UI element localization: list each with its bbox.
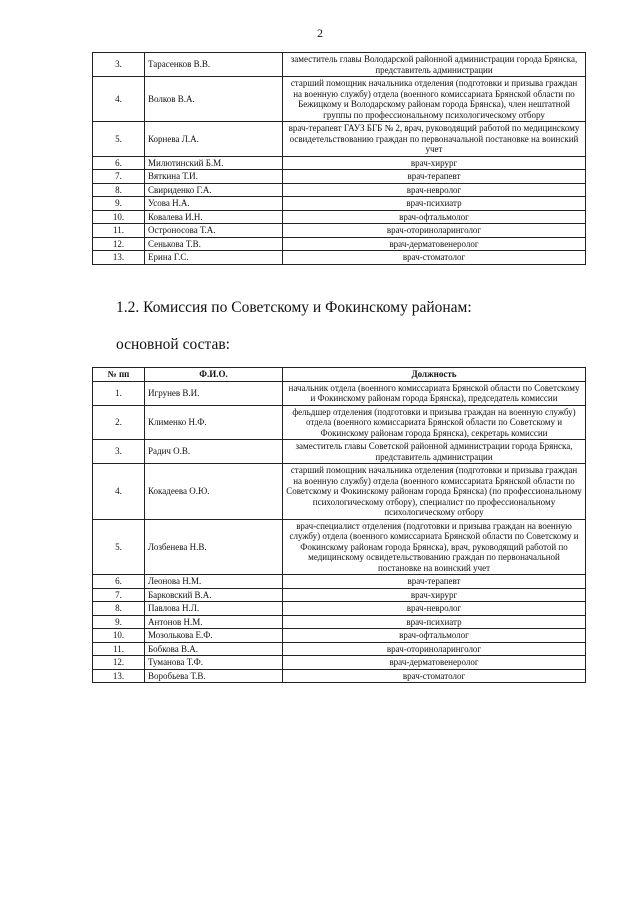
person-name: Туманова Т.Ф. (145, 656, 283, 670)
row-number: 3. (93, 53, 145, 77)
table-row (93, 183, 586, 197)
row-number: 4. (93, 464, 145, 520)
person-name: Тарасенков В.В. (145, 53, 283, 77)
person-name: Корнева Л.А. (145, 122, 283, 157)
row-number: 13. (93, 251, 145, 265)
row-number: 12. (93, 656, 145, 670)
person-name: Ерина Г.С. (145, 251, 283, 265)
table-row (93, 464, 586, 520)
person-name: Сенькова Т.В. (145, 237, 283, 251)
row-number: 10. (93, 210, 145, 224)
table-row (93, 588, 586, 602)
person-name: Мозолькова Е.Ф. (145, 629, 283, 643)
table-row (93, 53, 586, 77)
table-body (93, 53, 586, 265)
table-row (93, 381, 586, 405)
person-position: врач-стоматолог (283, 251, 586, 265)
person-name: Леонова Н.М. (145, 575, 283, 589)
person-name: Остроносова Т.А. (145, 224, 283, 238)
table-row (93, 629, 586, 643)
row-number: 1. (93, 381, 145, 405)
commission-table-2 (92, 367, 586, 683)
person-name: Свириденко Г.А. (145, 183, 283, 197)
row-number: 8. (93, 183, 145, 197)
person-position: врач-хирург (283, 156, 586, 170)
person-position: врач-оториноларинголог (283, 642, 586, 656)
table-row (93, 615, 586, 629)
table-row (93, 519, 586, 575)
person-position: врач-терапевт (283, 575, 586, 589)
person-name: Лозбенева Н.В. (145, 519, 283, 575)
person-position: врач-хирург (283, 588, 586, 602)
person-position: врач-дерматовенеролог (283, 656, 586, 670)
table-row (93, 224, 586, 238)
table-row (93, 210, 586, 224)
table-row (93, 237, 586, 251)
person-position: фельдшер отделения (подготовки и призыва граждан на военную службу) отдела (военного комиссариата Брянской области по Советскому и Фокинскому районам города Брянска), секретарь комиссии (283, 405, 586, 440)
table-body (93, 381, 586, 683)
table-row (93, 440, 586, 464)
person-position: старший помощник начальника отделения (подготовки и призыва граждан на военную службу) отдела (военного комиссариата Брянской области по Бежицкому и Володарскому районам города Брянска), член нештатной группы по профессиональному психологическому отбору (283, 77, 586, 122)
row-number: 4. (93, 77, 145, 122)
person-position: врач-оториноларинголог (283, 224, 586, 238)
person-position: врач-офтальмолог (283, 210, 586, 224)
table-row (93, 575, 586, 589)
page-number: 2 (317, 26, 323, 40)
section-heading: 1.2. Комиссия по Советскому и Фокинскому районам: (116, 299, 472, 316)
row-number: 2. (93, 405, 145, 440)
header-num: № пп (93, 368, 145, 382)
person-position: врач-терапевт (283, 170, 586, 184)
person-name: Кокадеева О.Ю. (145, 464, 283, 520)
table-header-row (93, 368, 586, 382)
table-row (93, 405, 586, 440)
row-number: 3. (93, 440, 145, 464)
row-number: 13. (93, 669, 145, 683)
row-number: 9. (93, 615, 145, 629)
table-row (93, 77, 586, 122)
person-position: врач-дерматовенеролог (283, 237, 586, 251)
person-name: Воробьева Т.В. (145, 669, 283, 683)
person-position: начальник отдела (военного комиссариата Брянской области по Советскому и Фокинскому районам города Брянска), председатель комиссии (283, 381, 586, 405)
table-row (93, 197, 586, 211)
row-number: 5. (93, 122, 145, 157)
person-position: врач-стоматолог (283, 669, 586, 683)
person-name: Барковский В.А. (145, 588, 283, 602)
person-name: Милютинский Б.М. (145, 156, 283, 170)
row-number: 10. (93, 629, 145, 643)
person-position: старший помощник начальника отделения (подготовки и призыва граждан на военную службу) отдела (военного комиссариата Брянской области по Советскому и Фокинскому районам города Брянска) (по профессиональному психологическому отбору), специалист по профессиональному психологическому отбору (283, 464, 586, 520)
header-name: Ф.И.О. (145, 368, 283, 382)
person-name: Волков В.А. (145, 77, 283, 122)
person-position: врач-невролог (283, 183, 586, 197)
row-number: 5. (93, 519, 145, 575)
person-name: Бобкова В.А. (145, 642, 283, 656)
person-position: врач-терапевт ГАУЗ БГБ № 2, врач, руководящий работой по медицинскому освидетельствованию граждан по первоначальной постановке на воинский учет (283, 122, 586, 157)
person-position: врач-невролог (283, 602, 586, 616)
person-name: Усова Н.А. (145, 197, 283, 211)
person-position: врач-офтальмолог (283, 629, 586, 643)
table-row (93, 170, 586, 184)
row-number: 11. (93, 224, 145, 238)
person-position: врач-психиатр (283, 615, 586, 629)
row-number: 12. (93, 237, 145, 251)
commission-table-1 (92, 52, 586, 265)
person-name: Вяткина Т.И. (145, 170, 283, 184)
table-row (93, 602, 586, 616)
row-number: 6. (93, 575, 145, 589)
person-position: заместитель главы Советской районной администрации города Брянска, представитель администрации (283, 440, 586, 464)
person-name: Ковалева И.Н. (145, 210, 283, 224)
row-number: 11. (93, 642, 145, 656)
table-row (93, 642, 586, 656)
table-row (93, 669, 586, 683)
person-position: заместитель главы Володарской районной администрации города Брянска, представитель администрации (283, 53, 586, 77)
row-number: 8. (93, 602, 145, 616)
person-name: Радич О.В. (145, 440, 283, 464)
section-subheading: основной состав: (116, 336, 230, 353)
row-number: 6. (93, 156, 145, 170)
header-position: Должность (283, 368, 586, 382)
person-name: Клименко Н.Ф. (145, 405, 283, 440)
person-name: Игрунев В.И. (145, 381, 283, 405)
row-number: 7. (93, 588, 145, 602)
table-row (93, 156, 586, 170)
person-position: врач-специалист отделения (подготовки и призыва граждан на военную службу) отдела (военного комиссариата Брянской области по Советскому и Фокинскому районам города Брянска), врач, руководящий работой по медицинскому освидетельствованию граждан по первоначальной постановке на воинский учет (283, 519, 586, 575)
table-row (93, 251, 586, 265)
table-row (93, 122, 586, 157)
person-position: врач-психиатр (283, 197, 586, 211)
row-number: 9. (93, 197, 145, 211)
row-number: 7. (93, 170, 145, 184)
person-name: Павлова Н.Л. (145, 602, 283, 616)
person-name: Антонов Н.М. (145, 615, 283, 629)
table-row (93, 656, 586, 670)
